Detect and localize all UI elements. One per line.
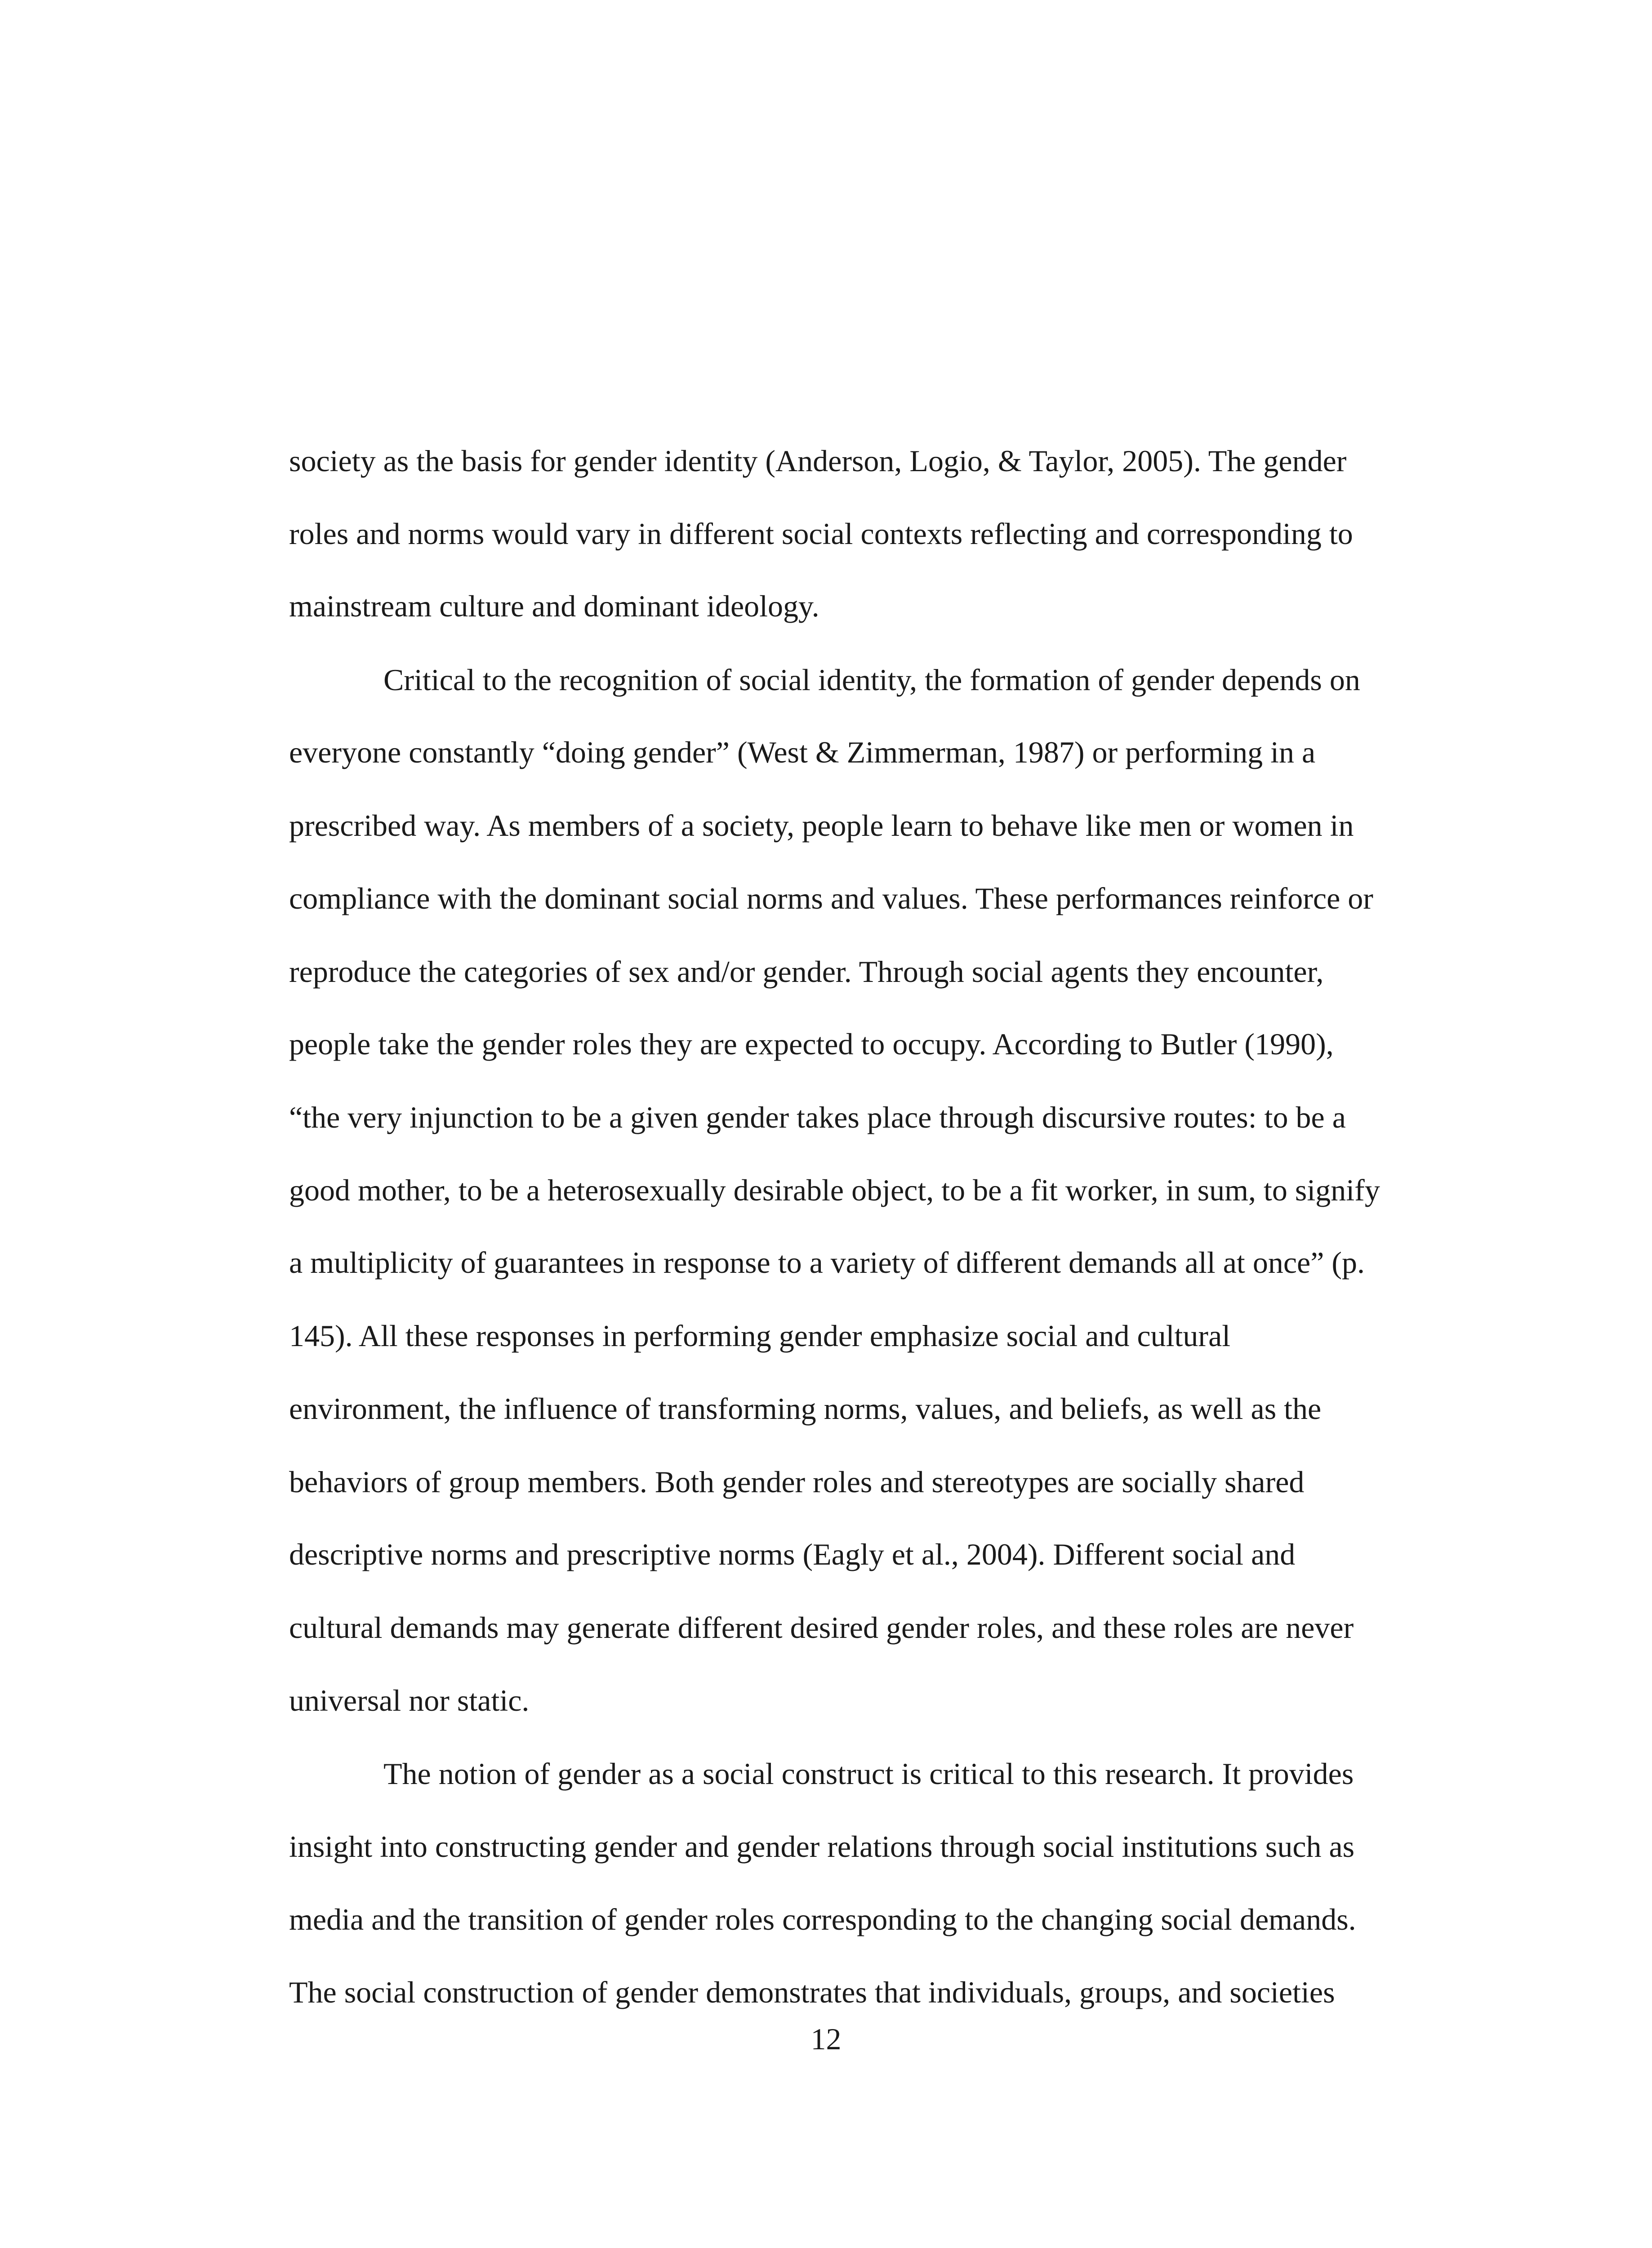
text-line: media and the transition of gender roles corresponding to the changing social demands. [289,1902,1356,1936]
text-line: roles and norms would vary in different social contexts reflecting and corresponding to [289,517,1353,551]
text-line: cultural demands may generate different desired gender roles, and these roles are never [289,1610,1354,1645]
text-line: behaviors of group members. Both gender roles and stereotypes are socially shared [289,1465,1305,1499]
text-line: 145). All these responses in performing gender emphasize social and cultural [289,1319,1231,1353]
text-line: descriptive norms and prescriptive norms (Eagly et al., 2004). Different social and [289,1537,1296,1571]
text-line: prescribed way. As members of a society, people learn to behave like men or women in [289,808,1354,843]
text-line: “the very injunction to be a given gender takes place through discursive routes: to be a [289,1100,1346,1134]
page-number: 12 [810,2022,842,2056]
text-line: mainstream culture and dominant ideology. [289,589,819,623]
text-line: good mother, to be a heterosexually desirable object, to be a fit worker, in sum, to signify [289,1173,1380,1207]
text-line: people take the gender roles they are expected to occupy. According to Butler (1990), [289,1027,1334,1061]
paragraph-first-line: Critical to the recognition of social identity, the formation of gender depends on [383,663,1360,697]
text-line: society as the basis for gender identity (Anderson, Logio, & Taylor, 2005). The gender [289,444,1347,478]
text-line: universal nor static. [289,1683,530,1717]
text-line: environment, the influence of transforming norms, values, and beliefs, as well as the [289,1392,1322,1426]
text-line: a multiplicity of guarantees in response to a variety of different demands all at once” (p. [289,1245,1365,1280]
text-line: insight into constructing gender and gender relations through social institutions such as [289,1829,1355,1864]
text-line: The social construction of gender demonstrates that individuals, groups, and societies [289,1975,1335,2009]
paragraph-first-line: The notion of gender as a social construct is critical to this research. It provides [383,1757,1354,1791]
text-line: everyone constantly “doing gender” (West & Zimmerman, 1987) or performing in a [289,735,1316,769]
text-line: reproduce the categories of sex and/or gender. Through social agents they encounter, [289,955,1324,989]
text-line: compliance with the dominant social norms and values. These performances reinforce or [289,881,1373,915]
